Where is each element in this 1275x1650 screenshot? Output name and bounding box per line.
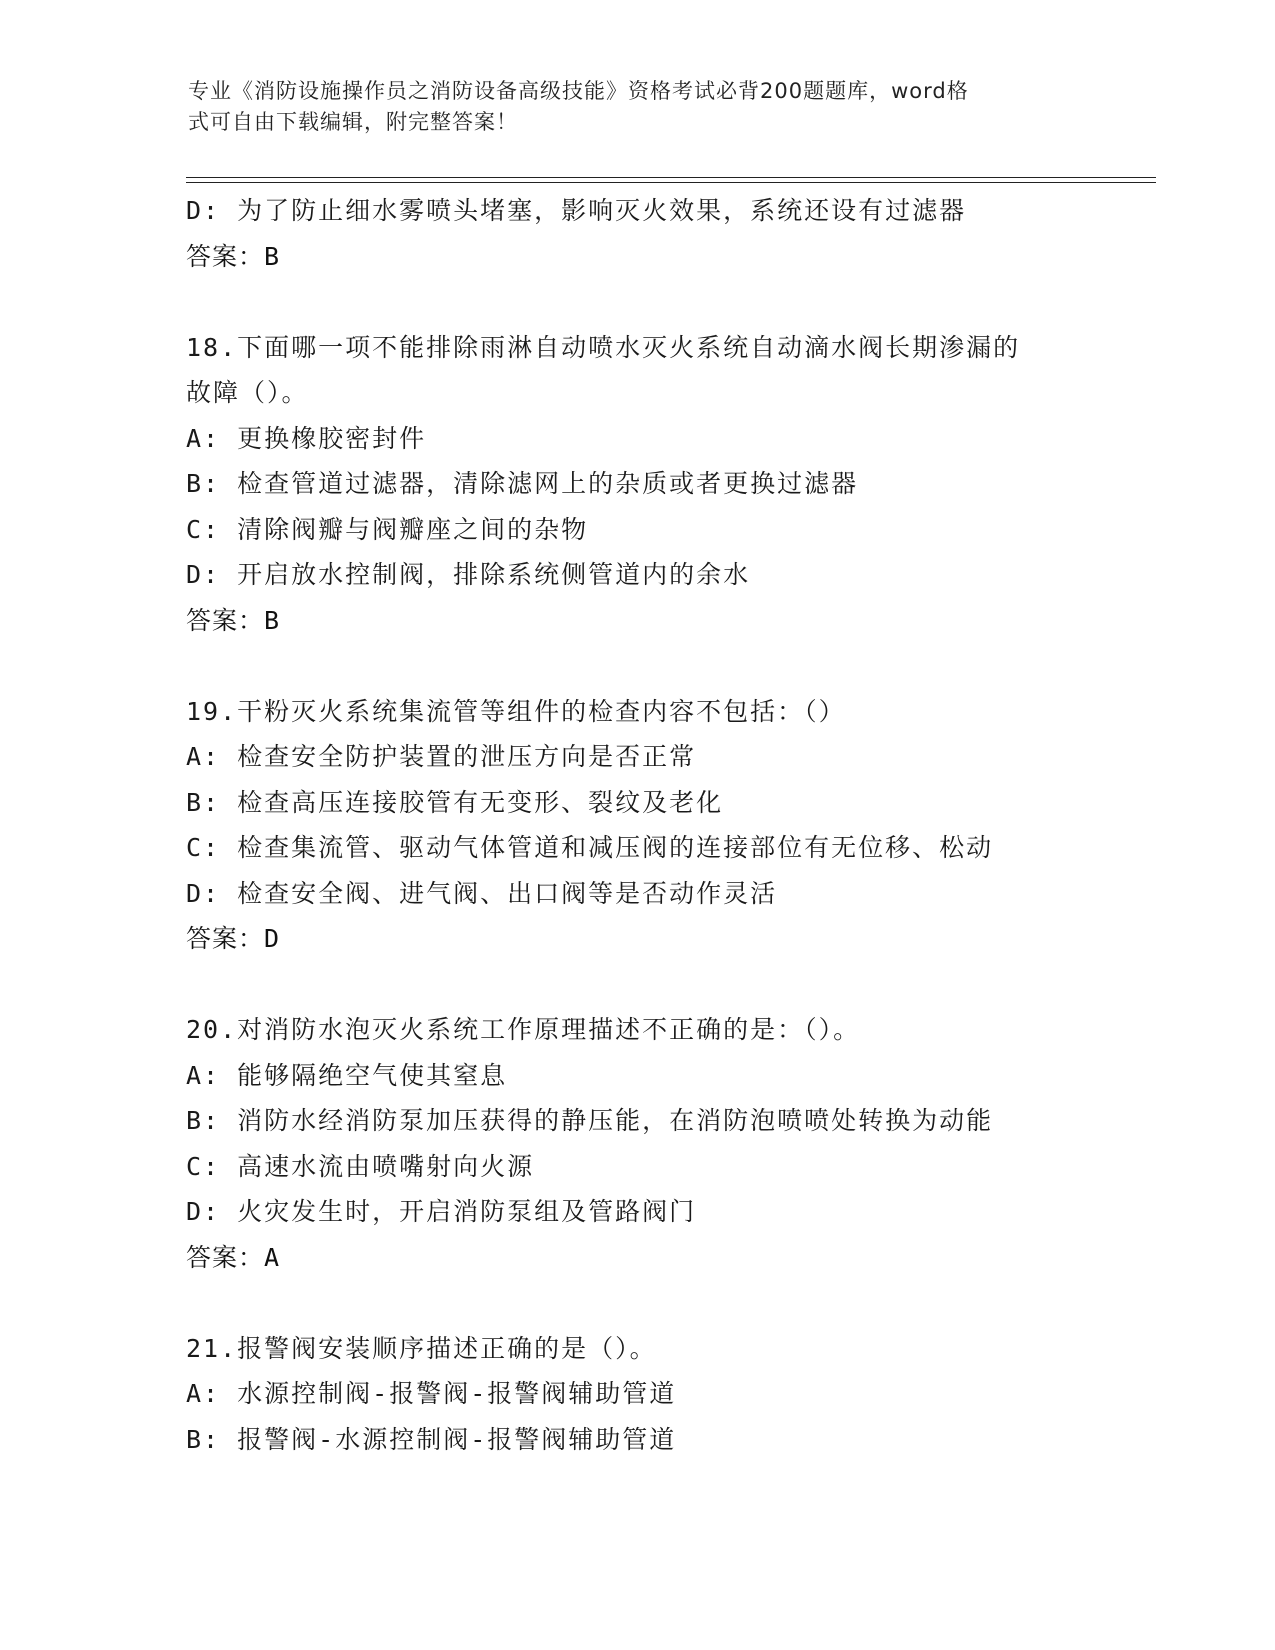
answer-label: 答案： (186, 605, 265, 635)
option-b: B: 报警阀-水源控制阀-报警阀辅助管道 (186, 1424, 677, 1454)
answer-label: 答案： (186, 241, 265, 271)
document-header (188, 76, 1068, 138)
answer-value: D (264, 924, 281, 953)
question-19 (186, 689, 1086, 962)
option-d: D: 开启放水控制阀，排除系统侧管道内的余水 (186, 560, 751, 589)
spacer (186, 1280, 1086, 1326)
question-stem-cont: 故障（）。 (186, 378, 309, 407)
option-a: A: 更换橡胶密封件 (186, 423, 427, 453)
answer-label: 答案： (186, 924, 265, 953)
header-line-2: 式可自由下载编辑，附完整答案！ (188, 110, 518, 134)
option-d: D: 检查安全阀、进气阀、出口阀等是否动作灵活 (186, 878, 778, 908)
option-c: C: 清除阀瓣与阀瓣座之间的杂物 (186, 514, 589, 544)
answer-value: B (264, 241, 281, 271)
answer-line (186, 1235, 1086, 1281)
option-d: D: 为了防止细水雾喷头堵塞，影响灭火效果，系统还设有过滤器 (186, 196, 967, 225)
answer-label: 答案： (186, 1242, 265, 1272)
header-line-1: 专业《消防设施操作员之消防设备高级技能》资格考试必背200题题库，word格 (188, 79, 969, 103)
header-rule-bottom (186, 182, 1156, 183)
option-b: B: 检查管道过滤器，清除滤网上的杂质或者更换过滤器 (186, 469, 859, 498)
answer-line (186, 234, 1086, 280)
question-stem: 20.对消防水泡灭火系统工作原理描述不正确的是：（）。 (186, 1015, 861, 1044)
option-a: A: 检查安全防护装置的泄压方向是否正常 (186, 742, 697, 771)
prev-question-tail (186, 188, 1086, 279)
question-21 (186, 1326, 1086, 1463)
question-stem: 19.干粉灭火系统集流管等组件的检查内容不包括：（） (186, 696, 846, 726)
option-c: C: 高速水流由喷嘴射向火源 (186, 1151, 535, 1181)
option-d: D: 火灾发生时，开启消防泵组及管路阀门 (186, 1197, 697, 1226)
question-18 (186, 325, 1086, 644)
answer-value: A (264, 1242, 281, 1272)
option-b: B: 消防水经消防泵加压获得的静压能，在消防泡喷喷处转换为动能 (186, 1106, 994, 1135)
answer-value: B (264, 605, 281, 635)
question-stem: 21.报警阀安装顺序描述正确的是（）。 (186, 1333, 657, 1363)
spacer (186, 962, 1086, 1008)
option-a: A: 水源控制阀-报警阀-报警阀辅助管道 (186, 1379, 677, 1408)
spacer (186, 643, 1086, 689)
header-rule-top (186, 177, 1156, 178)
option-b: B: 检查高压连接胶管有无变形、裂纹及老化 (186, 787, 724, 817)
answer-line (186, 916, 1086, 962)
option-c: C: 检查集流管、驱动气体管道和减压阀的连接部位有无位移、松动 (186, 833, 994, 862)
spacer (186, 279, 1086, 325)
option-a: A: 能够隔绝空气使其窒息 (186, 1060, 508, 1090)
answer-line (186, 598, 1086, 644)
question-stem: 18.下面哪一项不能排除雨淋自动喷水灭火系统自动滴水阀长期渗漏的 (186, 332, 1021, 362)
question-content (186, 188, 1086, 1462)
question-20 (186, 1007, 1086, 1280)
